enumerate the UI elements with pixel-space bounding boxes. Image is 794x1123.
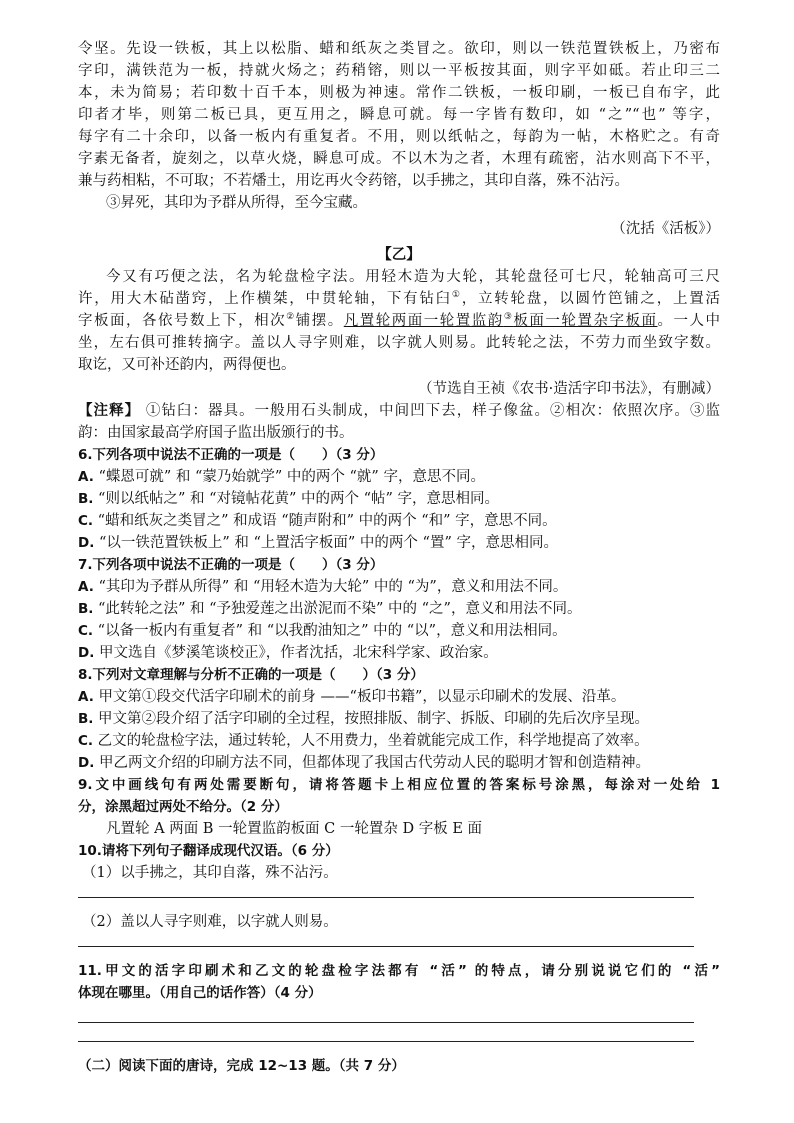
option-text: “以一铁范置铁板上” 和 “上置活字板面” 中的两个 “置” 字，意思相同。 [98,535,558,551]
answer-line[interactable] [78,946,694,947]
option-letter: B. [78,491,94,507]
text-line: 令坚。先设一铁板，其上以松脂、蜡和纸灰之类冒之。欲印，则以一铁范置铁板上，乃密布 [78,41,720,57]
text-span: 板面一轮置杂字板面 [513,313,658,329]
option-text: 甲文选自《梦溪笔谈校正》，作者沈括，北宋科学家、政治家。 [98,645,498,661]
exam-page [78,38,720,1077]
text-line: 取讫，又可补还韵内，两得便也。 [78,357,296,373]
option-letter: D. [78,755,95,771]
option-c[interactable] [78,510,720,532]
underlined-sentence [344,313,658,329]
question-10 [78,840,720,947]
question-stem: 8.下列对文章理解与分析不正确的一项是（ ）（3 分） [78,667,424,683]
section-heading: （二）阅读下面的唐诗，完成 12~13 题。（共 7 分） [78,1058,405,1074]
option-text: “其印为予群从所得” 和 “用轻木造为大轮” 中的 “为”，意义和用法不同。 [98,579,568,595]
text-span: 铺摆。 [295,313,344,329]
source-citation: （沈括《活板》） [611,221,720,237]
option-text: “以备一板内有重复者” 和 “以我酌油知之” 中的 “以”，意义和用法相同。 [97,623,567,639]
option-a[interactable] [78,686,720,708]
sentence-1: （1）以手拂之，其印自落，殊不沾污。 [82,865,338,881]
option-b[interactable] [78,598,720,620]
text-line: 坐，左右俱可推转摘字。盖以人寻字则难，以字就人则易。此转轮之法，不劳力而坐致字数。 [78,335,720,351]
text-line: 兼与药相粘，不可取；不若燔土，用讫再火令药镕，以手拂之，其印自落，殊不沾污。 [78,173,629,189]
option-d[interactable] [78,752,720,774]
source-citation: （节选自王祯《农书·造活字印书法》，有删减） [418,381,720,397]
option-c[interactable] [78,620,720,642]
option-text: 甲乙两文介绍的印刷方法不同，但都体现了我国古代劳动人民的聪明才智和创造精神。 [98,755,650,771]
option-text: 甲文第①段交代活字印刷术的前身 ——“板印书籍”，以显示印刷术的发展、沿革。 [98,689,626,705]
option-text: “则以纸帖之” 和 “对镜帖花黄” 中的两个 “帖” 字，意思相同。 [98,491,500,507]
option-c[interactable] [78,730,720,752]
text-span: ，立转轮盘，以圆竹笆铺之，上置活 [461,291,721,307]
footnote-marker: ② [286,312,296,323]
option-b[interactable] [78,708,720,730]
option-text: “蜡和纸灰之类冒之” 和成语 “随声附和” 中的两个 “和” 字，意思不同。 [97,513,557,529]
question-stem: 10.请将下列句子翻译成现代汉语。（6 分） [78,843,339,859]
question-stem-cont: 体现在哪里。（用自己的话作答）（4 分） [78,985,322,1001]
answer-line[interactable] [78,1022,694,1023]
text-line: 本，未为简易；若印数十百千本，则极为神速。常作二铁板，一板印刷，一板已自布字，此 [78,85,720,101]
jia-text-tail [78,38,720,240]
footnote-marker: ③ [503,312,514,323]
option-b[interactable] [78,488,720,510]
text-span: ①钻臼：器具。一般用石头制成，中间凹下去，样子像盆。②相次：依照次序。③监 [140,403,720,419]
option-letter: C. [78,513,94,529]
footnote-marker: ① [451,290,462,301]
text-line [78,288,720,310]
text-line: 韵：由国家最高学府国子监出版颁行的书。 [78,425,354,441]
question-stem-cont: 分，涂黑超过两处不给分。（2 分） [78,799,288,815]
segmentation-options: 凡置轮 A 两面 B 一轮置监韵板面 C 一轮置杂 D 字板 E 面 [106,821,483,837]
text-span: 。一人中 [657,313,721,329]
paragraph-3: ③昇死，其印为予群从所得，至今宝藏。 [106,195,367,211]
text-line: 字素无备者，旋刻之，以草火烧，瞬息可成。不以木为之者，木理有疏密，沾水则高下不平， [78,151,720,167]
question-stem: 6.下列各项中说法不正确的一项是（ ）（3 分） [78,447,384,463]
text-line: 字印，满铁范为一板，持就火炀之；药稍镕，则以一平板按其面，则字平如砥。若止印三二 [78,63,720,79]
question-6 [78,444,720,554]
notes-label: 【注释】 [78,402,141,419]
option-letter: A. [78,469,94,485]
option-d[interactable] [78,642,720,664]
question-8 [78,664,720,774]
option-letter: A. [78,689,94,705]
option-text: 乙文的轮盘检字法，通过转轮，人不用费力，坐着就能完成工作，科学地提高了效率。 [97,733,649,749]
option-letter: B. [78,601,94,617]
option-text: 甲文第②段介绍了活字印刷的全过程，按照排版、制字、拆版、印刷的先后次序呈现。 [98,711,650,727]
option-letter: D. [78,645,95,661]
question-11 [78,960,720,1042]
option-text: “蝶恩可就” 和 “蒙乃始就学” 中的两个 “就” 字，意思不同。 [98,469,485,485]
question-stem: 7.下列各项中说法不正确的一项是（ ）（3 分） [78,557,384,573]
option-letter: B. [78,711,94,727]
question-9 [78,774,720,840]
option-letter: C. [78,623,94,639]
question-stem: 9.文中画线句有两处需要断句，请将答题卡上相应位置的答案标号涂黑，每涂对一处给 1 [78,777,720,793]
text-line: 今又有巧便之法，名为轮盘检字法。用轻木造为大轮，其轮盘径可七尺，轮轴高可三尺 [106,269,720,285]
text-span: 凡置轮两面一轮置监韵 [343,313,504,329]
annotations [78,400,720,444]
option-letter: D. [78,535,95,551]
option-text: “此转轮之法” 和 “予独爱莲之出淤泥而不染” 中的 “之”，意义和用法不同。 [98,601,582,617]
text-line: 每字有二十余印，以备一板内有重复者。不用，则以纸帖之，每韵为一帖，木格贮之。有奇 [78,129,720,145]
yi-text [78,244,720,400]
option-d[interactable] [78,532,720,554]
answer-line[interactable] [78,897,694,898]
option-letter: A. [78,579,94,595]
sentence-2: （2）盖以人寻字则难，以字就人则易。 [82,914,338,930]
answer-line[interactable] [78,1041,694,1042]
question-stem: 11.甲文的活字印刷术和乙文的轮盘检字法都有 “活” 的特点，请分别说说它们的 “活” [78,963,720,979]
text-span: 字板面，各依号数上下，相次 [78,313,287,329]
text-line [78,310,720,332]
text-line [78,400,720,422]
text-span: 许，用大木砧凿窍，上作横桀，中贯轮轴，下有钻臼 [78,291,452,307]
option-a[interactable] [78,576,720,598]
option-a[interactable] [78,466,720,488]
question-7 [78,554,720,664]
yi-title: 【乙】 [377,246,421,263]
text-line: 印者才毕，则第二板已具，更互用之，瞬息可就。每一字皆有数印，如 “之”“也” 等字， [78,107,720,123]
option-letter: C. [78,733,94,749]
